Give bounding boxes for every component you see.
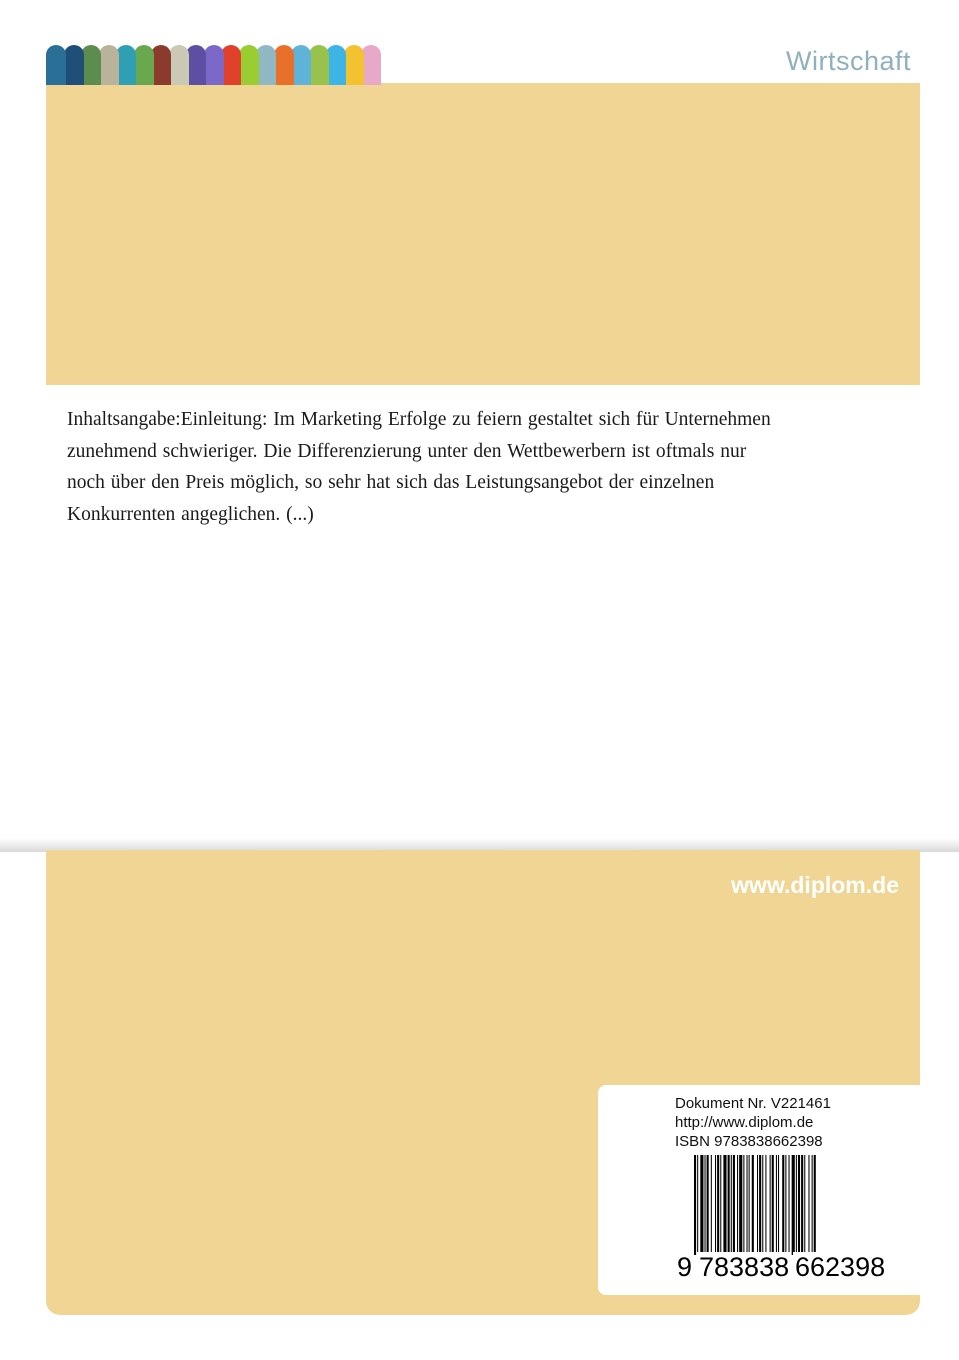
top-color-panel xyxy=(46,83,920,385)
color-tab xyxy=(274,45,294,85)
color-tab xyxy=(99,45,119,85)
barcode-bar xyxy=(785,1155,786,1255)
color-tab xyxy=(134,45,154,85)
blurb-line: Konkurrenten angeglichen. (...) xyxy=(67,503,314,525)
barcode-bar xyxy=(720,1155,721,1255)
barcode-lead-digit: 9 xyxy=(677,1252,693,1282)
color-tab xyxy=(221,45,241,85)
color-tab xyxy=(344,45,364,85)
color-tab xyxy=(291,45,311,85)
blurb-line: zunehmend schwieriger. Die Differenzierung unter den Wettbewerbern ist oftmals nur xyxy=(67,440,747,462)
blurb-line: noch über den Preis möglich, so sehr hat sich das Leistungsangebot der einzelnen xyxy=(67,472,715,493)
color-tab xyxy=(169,45,189,85)
document-number: Dokument Nr. V221461 xyxy=(675,1095,831,1112)
barcode-bar xyxy=(812,1155,813,1255)
barcode-bar xyxy=(759,1155,761,1255)
website-label: www.diplom.de xyxy=(731,872,899,898)
barcode-block xyxy=(598,1085,920,1295)
barcode-bar xyxy=(757,1155,758,1255)
color-tab xyxy=(204,45,224,85)
color-tab xyxy=(256,45,276,85)
barcode-bar xyxy=(711,1155,712,1255)
barcode-bar xyxy=(731,1155,732,1255)
barcode-bar xyxy=(762,1155,763,1255)
barcode-bar xyxy=(739,1155,742,1255)
barcode-bar xyxy=(814,1155,816,1255)
barcode-bar xyxy=(752,1155,754,1255)
barcode-image xyxy=(694,1155,896,1255)
barcode-bar xyxy=(705,1155,706,1255)
color-tab xyxy=(116,45,136,85)
barcode-bar xyxy=(715,1155,716,1255)
barcode-bar xyxy=(789,1155,790,1255)
isbn-text: ISBN 9783838662398 xyxy=(675,1133,823,1150)
color-tab xyxy=(81,45,101,85)
color-tab xyxy=(46,45,66,85)
barcode-bar xyxy=(694,1155,696,1255)
barcode-bar xyxy=(743,1155,744,1255)
barcode-bar xyxy=(776,1155,777,1255)
barcode-bar xyxy=(801,1155,803,1255)
barcode-bar xyxy=(728,1155,730,1255)
barcode-bar xyxy=(723,1155,726,1255)
barcode-bar xyxy=(697,1155,698,1255)
color-tab xyxy=(309,45,329,85)
barcode-bar xyxy=(700,1155,703,1255)
barcode-digit-group-1: 783838 xyxy=(699,1252,790,1282)
barcode-digit-group-2: 662398 xyxy=(795,1252,886,1282)
barcode-bar xyxy=(717,1155,719,1255)
barcode-bar xyxy=(796,1155,797,1255)
barcode-bar xyxy=(707,1155,709,1255)
barcode-bar xyxy=(747,1155,748,1255)
barcode-bar xyxy=(778,1155,779,1255)
color-tab xyxy=(239,45,259,85)
color-tab xyxy=(326,45,346,85)
barcode-bar xyxy=(792,1155,795,1255)
barcode-bar xyxy=(749,1155,750,1255)
document-url: http://www.diplom.de xyxy=(675,1114,814,1131)
barcode-bar xyxy=(733,1155,735,1255)
barcode-bar xyxy=(782,1155,784,1255)
barcode-digits xyxy=(675,1252,900,1286)
color-tab xyxy=(151,45,171,85)
barcode-bar xyxy=(804,1155,805,1255)
blurb-line: Inhaltsangabe:Einleitung: Im Marketing Erfolge zu feiern gestaltet sich für Unternehmen xyxy=(67,409,771,430)
barcode-bar xyxy=(798,1155,800,1255)
barcode-bar xyxy=(770,1155,771,1255)
barcode-bar xyxy=(808,1155,809,1255)
color-tab xyxy=(361,45,381,85)
blurb-text xyxy=(67,404,867,530)
color-tab xyxy=(64,45,84,85)
color-tab-strip xyxy=(46,45,386,85)
category-label: Wirtschaft xyxy=(785,46,911,76)
barcode-bar xyxy=(737,1155,738,1255)
barcode-bar xyxy=(765,1155,766,1255)
color-tab xyxy=(186,45,206,85)
barcode-bar xyxy=(772,1155,774,1255)
